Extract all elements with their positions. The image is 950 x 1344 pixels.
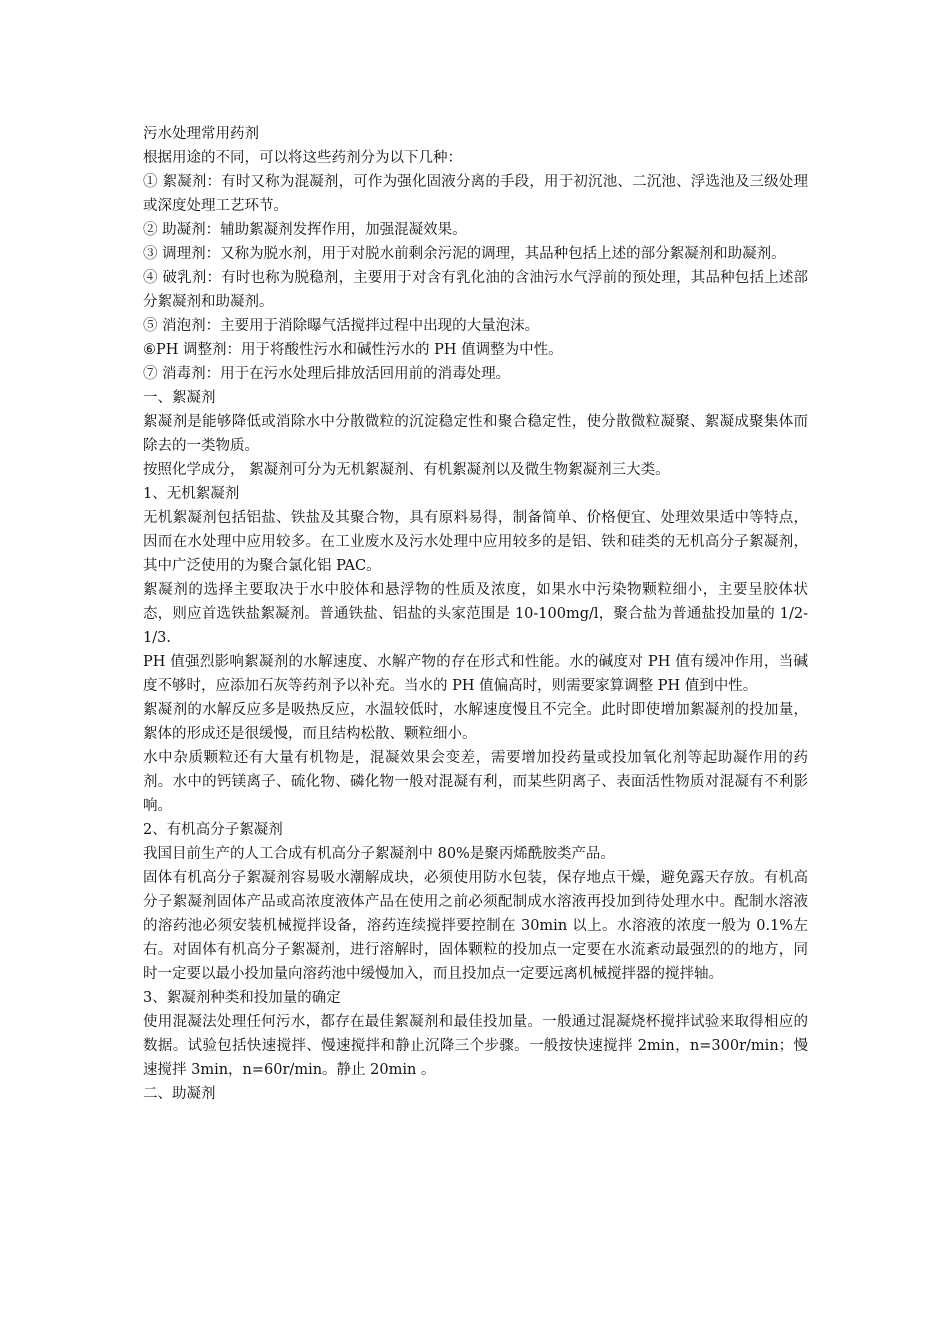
- paragraph: ② 助凝剂：辅助絮凝剂发挥作用，加强混凝效果。: [143, 222, 467, 238]
- paragraph: 絮凝剂的选择主要取决于水中胶体和悬浮物的性质及浓度，如果水中污染物颗粒细小，主要呈胶体状态，则应首选铁盐絮凝剂。普通铁盐、铝盐的头家范围是 10-100mg/l，聚合盐为普通盐投加量的 1/2-1/3.: [143, 582, 808, 646]
- paragraph: 无机絮凝剂包括铝盐、铁盐及其聚合物，具有原料易得，制备简单、价格便宜、处理效果适中等特点，因而在水处理中应用较多。在工业废水及污水处理中应用较多的是铝、铁和硅类的无机高分子絮凝剂，其中广泛使用的为聚合氯化铝 PAC。: [143, 510, 808, 574]
- paragraph: PH 值强烈影响絮凝剂的水解速度、水解产物的存在形式和性能。水的碱度对 PH 值有缓冲作用，当碱度不够时，应添加石灰等药剂予以补充。当水的 PH 值偏高时，则需要家算调整 PH 值到中性。: [143, 654, 808, 694]
- paragraph: ⑦ 消毒剂：用于在污水处理后排放活回用前的消毒处理。: [143, 366, 511, 382]
- section-heading: 二、助凝剂: [143, 1086, 216, 1102]
- paragraph: 絮凝剂是能够降低或消除水中分散微粒的沉淀稳定性和聚合稳定性，使分散微粒凝聚、絮凝成聚集体而除去的一类物质。: [143, 414, 808, 454]
- subsection-heading: 3、絮凝剂种类和投加量的确定: [143, 990, 341, 1006]
- paragraph: ⑥PH 调整剂：用于将酸性污水和碱性污水的 PH 值调整为中性。: [143, 342, 563, 358]
- document-title: 污水处理常用药剂: [143, 126, 259, 142]
- section-heading: 一、絮凝剂: [143, 390, 216, 406]
- paragraph: ④ 破乳剂：有时也称为脱稳剂，主要用于对含有乳化油的含油污水气浮前的预处理，其品种包括上述部分絮凝剂和助凝剂。: [143, 270, 808, 310]
- paragraph: 按照化学成分， 絮凝剂可分为无机絮凝剂、有机絮凝剂以及微生物絮凝剂三大类。: [143, 462, 670, 478]
- subsection-heading: 2、有机高分子絮凝剂: [143, 822, 283, 838]
- paragraph: ③ 调理剂：又称为脱水剂，用于对脱水前剩余污泥的调理，其品种包括上述的部分絮凝剂和助凝剂。: [143, 246, 786, 262]
- document-body: [143, 122, 808, 1106]
- paragraph: 絮凝剂的水解反应多是吸热反应，水温较低时，水解速度慢且不完全。此时即使增加絮凝剂的投加量，絮体的形成还是很缓慢，而且结构松散、颗粒细小。: [143, 702, 808, 742]
- paragraph: 根据用途的不同，可以将这些药剂分为以下几种：: [143, 150, 462, 166]
- paragraph: ① 絮凝剂：有时又称为混凝剂，可作为强化固液分离的手段，用于初沉池、二沉池、浮选池及三级处理或深度处理工艺环节。: [143, 174, 808, 214]
- paragraph: 固体有机高分子絮凝剂容易吸水潮解成块，必须使用防水包装，保存地点干燥，避免露天存放。有机高分子絮凝剂固体产品或高浓度液体产品在使用之前必须配制成水溶液再投加到待处理水中。配制水溶液的溶药池必须安装机械搅拌设备，溶药连续搅拌要控制在 30min 以上。水溶液的浓度一般为 0.1%左右。对固体有机高分子絮凝剂，进行溶解时，固体颗粒的投加点一定要在水流紊动最强烈的的地方，同时一定要以最小投加量向溶药池中缓慢加入，而且投加点一定要远离机械搅拌器的搅拌轴。: [143, 870, 808, 982]
- paragraph: 我国目前生产的人工合成有机高分子絮凝剂中 80%是聚丙烯酰胺类产品。: [143, 846, 615, 862]
- subsection-heading: 1、无机絮凝剂: [143, 486, 240, 502]
- paragraph: 使用混凝法处理任何污水，都存在最佳絮凝剂和最佳投加量。一般通过混凝烧杯搅拌试验来取得相应的数据。试验包括快速搅拌、慢速搅拌和静止沉降三个步骤。一般按快速搅拌 2min，n=300r/min；慢速搅拌 3min，n=60r/min。静止 20min 。: [143, 1014, 808, 1078]
- paragraph: ⑤ 消泡剂：主要用于消除曝气活搅拌过程中出现的大量泡沫。: [143, 318, 540, 334]
- paragraph: 水中杂质颗粒还有大量有机物是，混凝效果会变差，需要增加投药量或投加氧化剂等起助凝作用的药剂。水中的钙镁离子、硫化物、磷化物一般对混凝有利，而某些阴离子、表面活性物质对混凝有不利影响。: [143, 750, 808, 814]
